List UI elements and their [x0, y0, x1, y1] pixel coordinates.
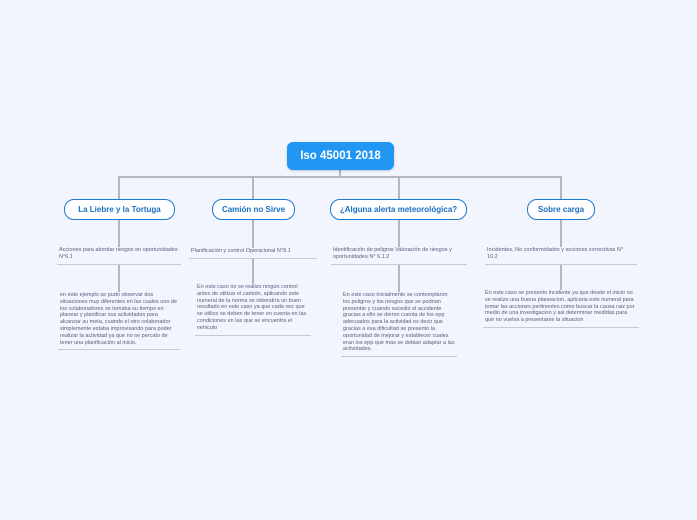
- connector-branch-1-subtitle: [118, 220, 120, 247]
- connector-drop-branch-4: [560, 176, 562, 200]
- branch-1-subtitle[interactable]: Acciones para abordar riesgos en oportunidades N°6.1: [57, 247, 181, 265]
- branch-node-la-liebre[interactable]: La Liebre y la Tortuga: [64, 199, 175, 220]
- branch-2-description[interactable]: En este caso no se realizo ningún control antes de utilizar el camión, aplicando este numeral de la norma se obtendría un buen resultado en este caso ya que cada vez que se utilice se deben de tener en cuenta en las condiciones en las que se encuentra el vehiculo: [195, 284, 311, 336]
- connector-drop-branch-3: [398, 176, 400, 200]
- branch-2-subtitle[interactable]: Planificación y control Operacional N°8.1: [189, 248, 317, 259]
- connector-drop-branch-1: [118, 176, 120, 200]
- connector-branch-2-subtitle: [252, 220, 254, 248]
- connector-subtitle-2-description: [252, 258, 254, 284]
- branch-node-sobre-carga[interactable]: Sobre carga: [527, 199, 595, 220]
- connector-branch-3-subtitle: [398, 220, 400, 247]
- branch-node-camion[interactable]: Camión no Sirve: [212, 199, 295, 220]
- branch-3-subtitle[interactable]: Identificación de peligros Valoración de riesgos y oportunidades N° 6.1.2: [331, 247, 467, 265]
- connector-branch-4-subtitle: [560, 220, 562, 247]
- connector-drop-branch-2: [252, 176, 254, 200]
- connector-subtitle-4-description: [560, 264, 562, 290]
- connector-main-horizontal: [119, 176, 562, 178]
- branch-node-alerta-meteorologica[interactable]: ¿Alguna alerta meteorológica?: [330, 199, 467, 220]
- branch-4-description[interactable]: En este caso se presento incidente ya que desde el inicio no se realizo una buena planeacion, aplicaria este numeral para tomar las acciones pertinentes como buscar la causa raiz por medio de una investigacion y asi determinar medidas para que no vuelva a presentarse la situacion: [483, 290, 639, 328]
- branch-3-description[interactable]: En este caso inicialmente se contemplaron los peligros y los riesgos que se podrian presentar y cuando sucedió el accidente gracias a ello se dieron cuenta de los epp adecuados para la actividad es decir que gracias a esa dificultad se presento la oportunidad de mejorar y establecer cuales eran los epp que mas se debian adaptar a las actividades.: [341, 292, 457, 357]
- connector-subtitle-1-description: [118, 264, 120, 292]
- branch-1-description[interactable]: en este ejemplo se pudo observar dos situaciones muy diferentes en las cuales uno de los colaboradores se tomaba su tiempo en planear y planificar sus actividades para alcanzar su meta, cuando el otro colaborador simplemente estaba improvisando para poder realizar la actividad ya que no se percato de tener una planificación al inicio.: [58, 292, 180, 350]
- root-node[interactable]: Iso 45001 2018: [287, 142, 394, 170]
- connector-subtitle-3-description: [398, 264, 400, 292]
- branch-4-subtitle[interactable]: Incidentes, No conformidades y acciones correctivas N° 10.2: [485, 247, 637, 265]
